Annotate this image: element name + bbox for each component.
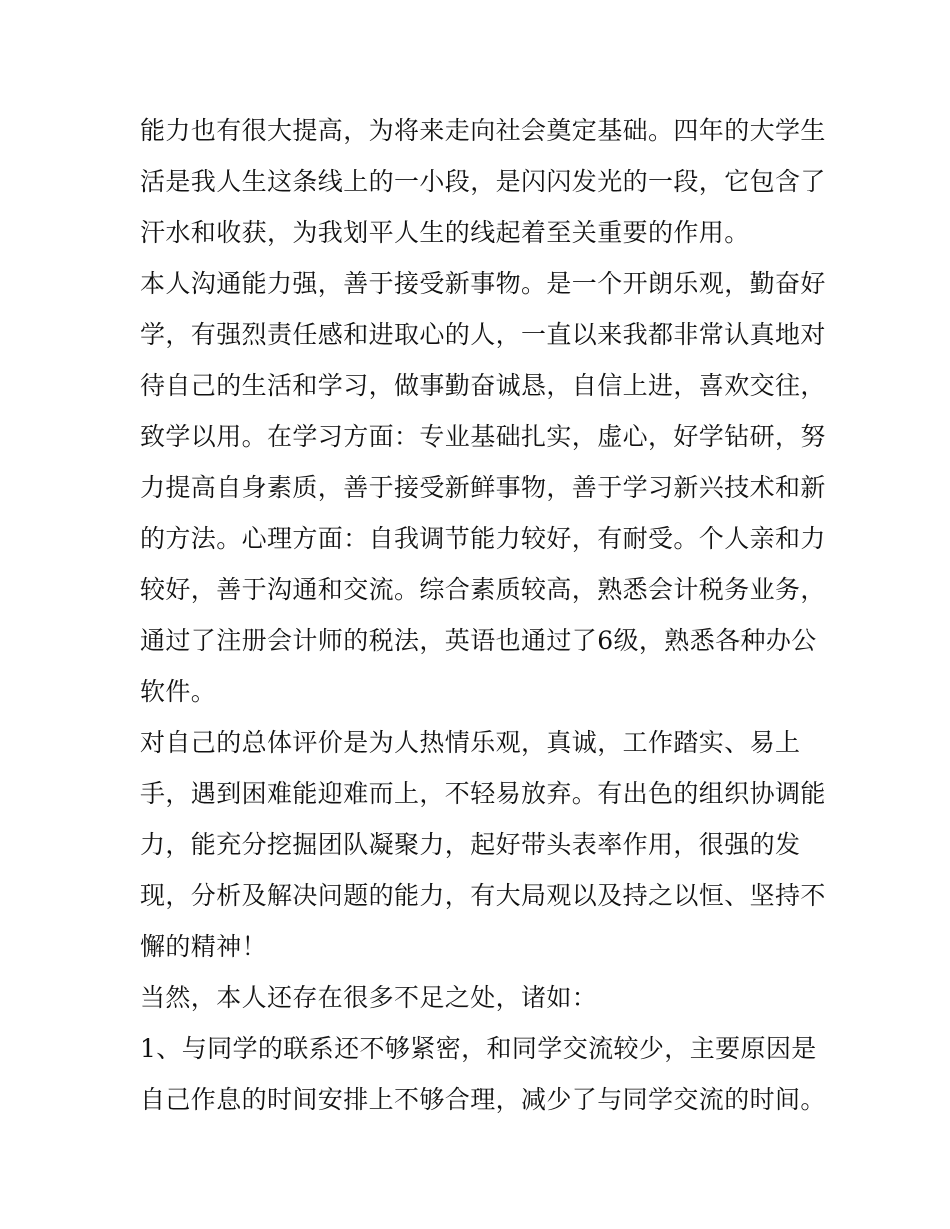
text-line: 较好，善于沟通和交流。综合素质较高，熟悉会计税务业务，	[140, 575, 826, 604]
text-line: 现，分析及解决问题的能力，有大局观以及持之以恒、坚持不	[140, 881, 826, 910]
document-body	[140, 105, 826, 1125]
text-line: 的方法。心理方面：自我调节能力较好，有耐受。个人亲和力	[140, 524, 826, 553]
text-line: 1、与同学的联系还不够紧密，和同学交流较少，主要原因是	[140, 1034, 817, 1063]
text-line: 通过了注册会计师的税法，英语也通过了6级，熟悉各种办公	[140, 626, 817, 655]
text-line: 力提高自身素质，善于接受新鲜事物，善于学习新兴技术和新	[140, 473, 826, 502]
text-line: 本人沟通能力强，善于接受新事物。是一个开朗乐观，勤奋好	[140, 269, 826, 298]
text-line: 学，有强烈责任感和进取心的人，一直以来我都非常认真地对	[140, 320, 826, 349]
text-line: 力，能充分挖掘团队凝聚力，起好带头表率作用，很强的发	[140, 830, 801, 859]
text-line: 自己作息的时间安排上不够合理，减少了与同学交流的时间。	[140, 1085, 826, 1114]
text-line: 待自己的生活和学习，做事勤奋诚恳，自信上进，喜欢交往，	[140, 371, 826, 400]
text-line: 懈的精神！	[140, 932, 268, 961]
text-line: 能力也有很大提高，为将来走向社会奠定基础。四年的大学生	[140, 116, 826, 145]
text-line: 对自己的总体评价是为人热情乐观，真诚，工作踏实、易上	[140, 728, 801, 757]
text-line: 汗水和收获，为我划平人生的线起着至关重要的作用。	[140, 218, 750, 247]
text-line: 活是我人生这条线上的一小段，是闪闪发光的一段，它包含了	[140, 167, 826, 196]
text-line: 致学以用。在学习方面：专业基础扎实，虚心，好学钻研，努	[140, 422, 826, 451]
text-line: 软件。	[140, 677, 217, 706]
text-line: 手，遇到困难能迎难而上，不轻易放弃。有出色的组织协调能	[140, 779, 826, 808]
text-line: 当然，本人还存在很多不足之处，诸如：	[140, 983, 598, 1012]
